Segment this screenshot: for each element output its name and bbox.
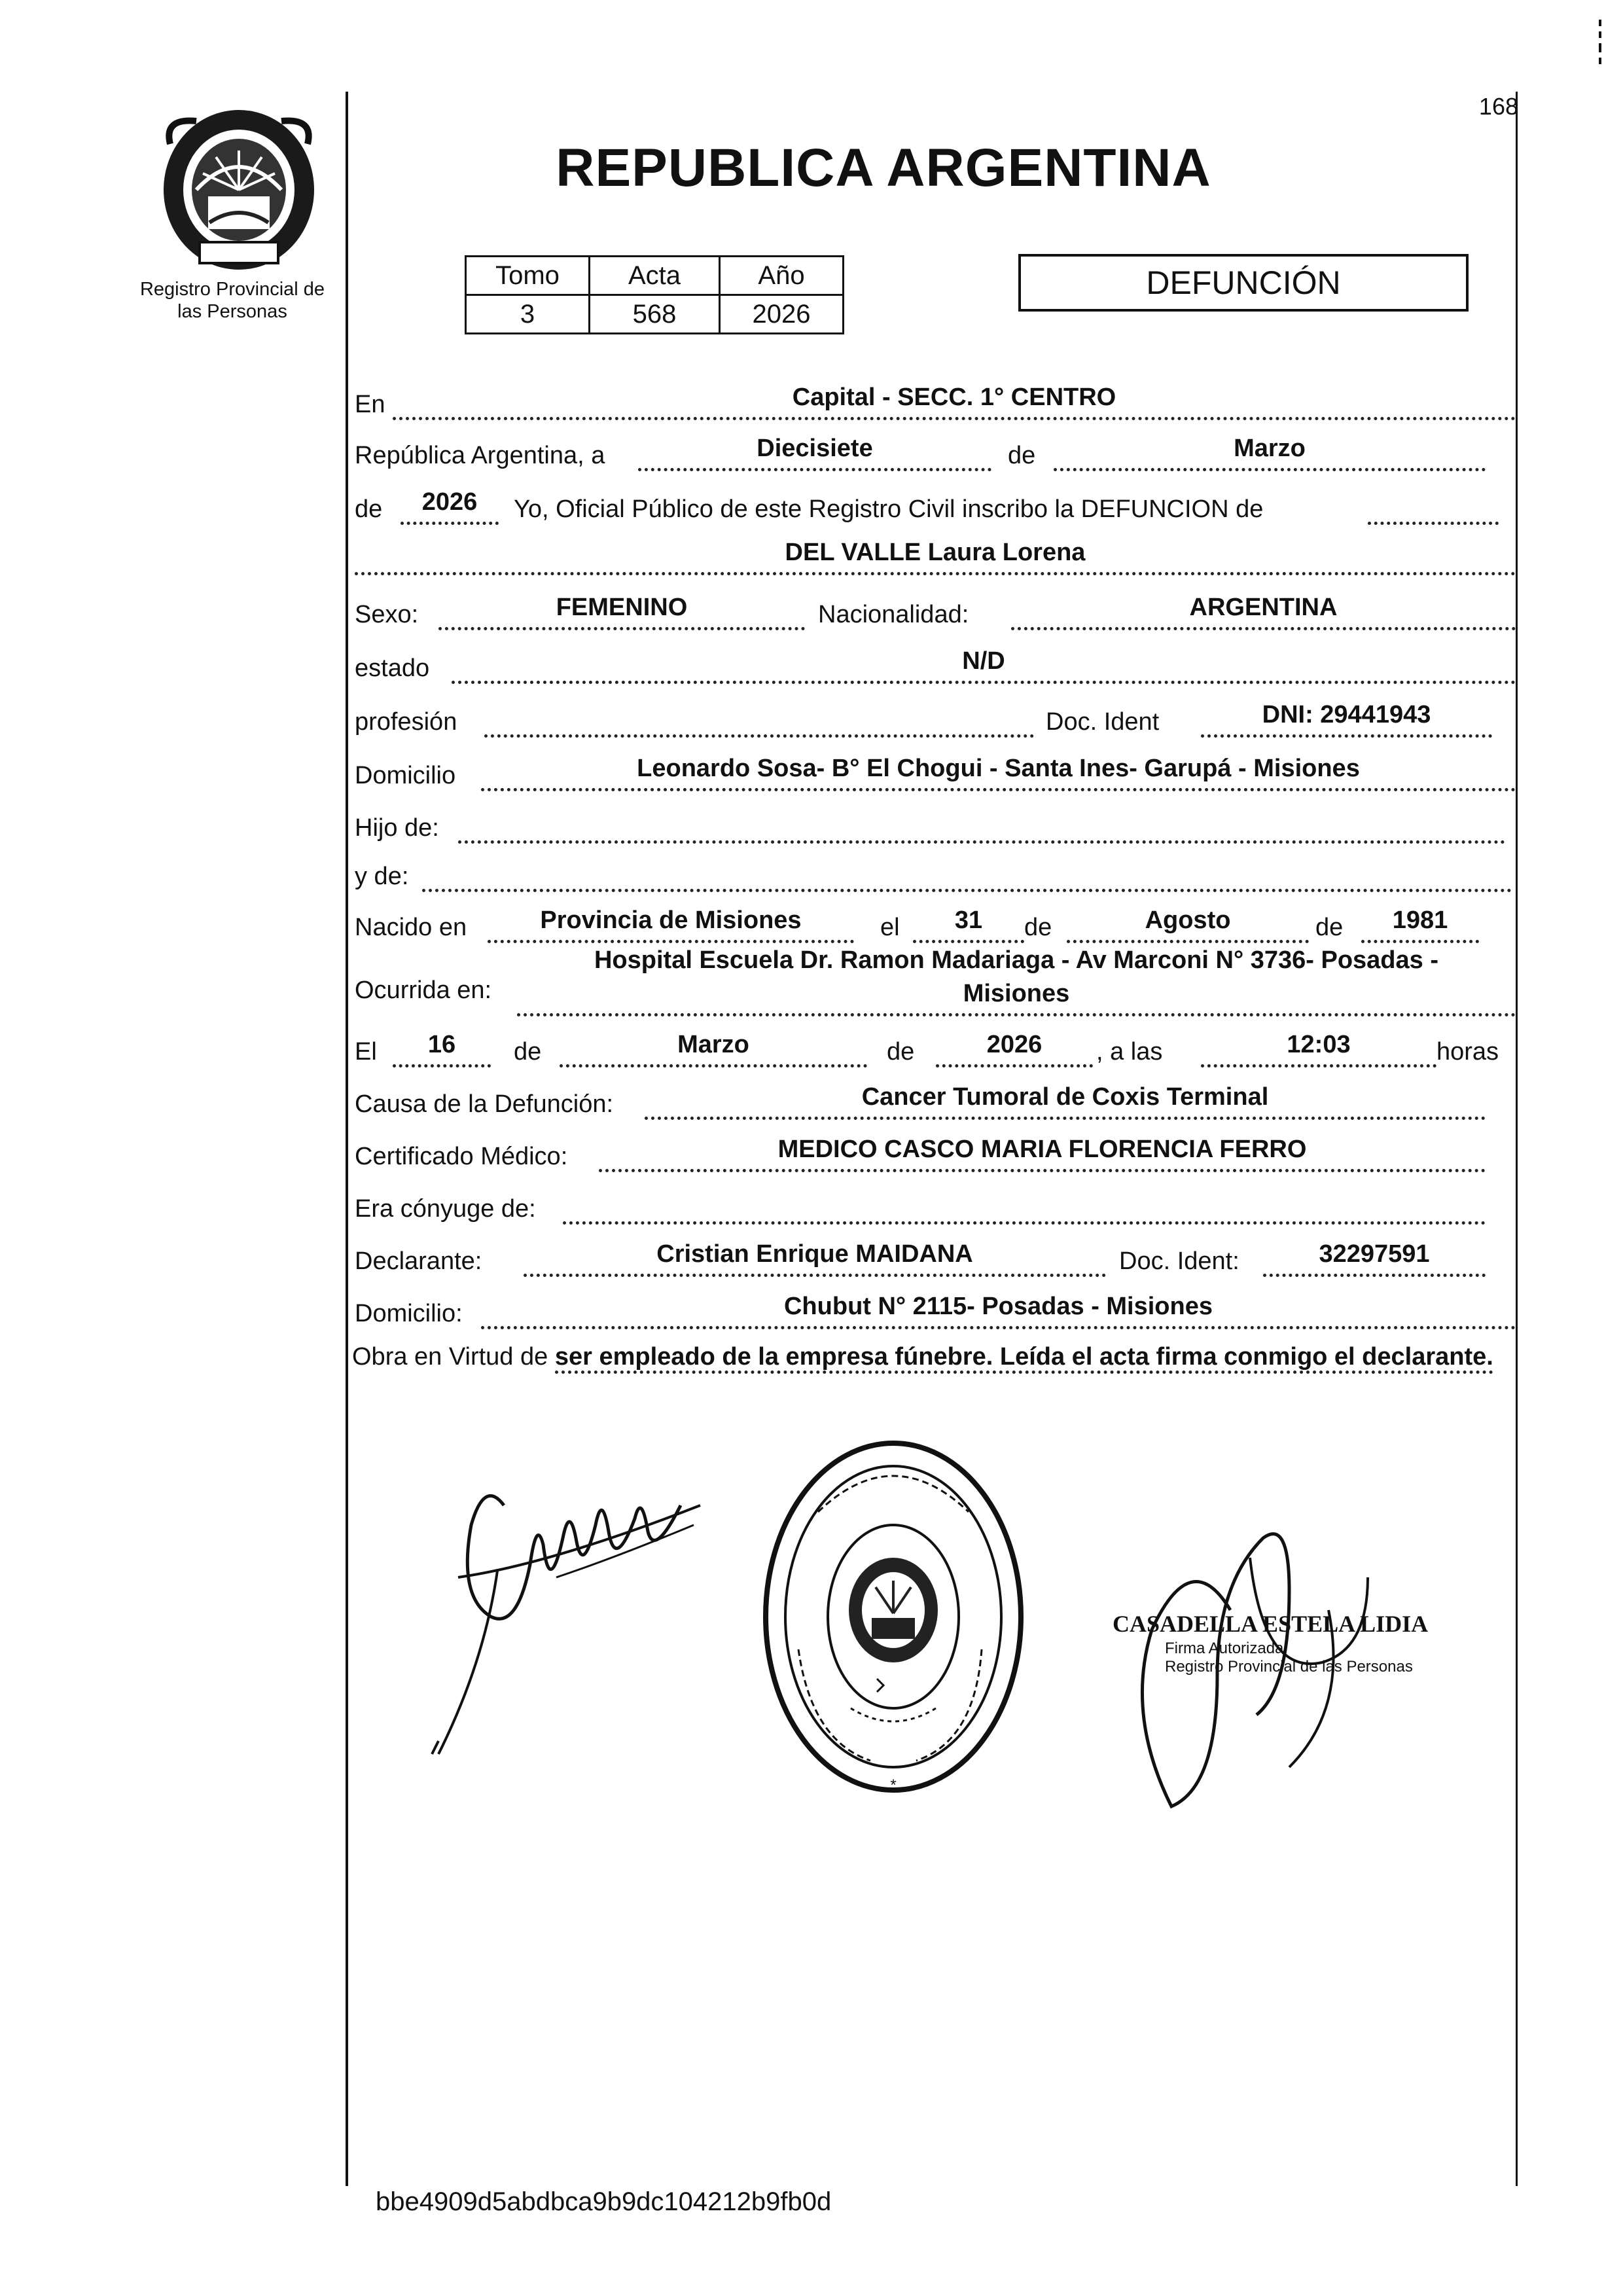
registry-caption-line2: las Personas	[177, 301, 287, 322]
field-doc-ident: DNI: 29441943	[1201, 700, 1492, 738]
acta-label: Acta	[590, 257, 720, 295]
field-dia: Diecisiete	[638, 434, 991, 471]
field-ocurrida-linea1: Hospital Escuela Dr. Ramon Madariaga - Av Marconi N° 3736- Posadas -	[594, 946, 1438, 974]
field-def-mes: Marzo	[560, 1030, 867, 1067]
field-causa: Cancer Tumoral de Coxis Terminal	[645, 1083, 1486, 1120]
label-de-4: de	[1315, 914, 1344, 941]
field-nacionalidad: ARGENTINA	[1011, 593, 1516, 630]
label-sexo: Sexo:	[355, 601, 419, 628]
right-margin-line	[1516, 92, 1518, 2186]
tomo-label: Tomo	[466, 257, 590, 295]
field-nombre: DEL VALLE Laura Lorena	[355, 538, 1516, 575]
signer-role-line2: Registro Provincial de las Personas	[1165, 1658, 1413, 1676]
label-a-las: , a las	[1096, 1038, 1163, 1066]
label-doc-ident-declarante: Doc. Ident:	[1119, 1247, 1240, 1275]
label-republica-a: República Argentina, a	[355, 442, 605, 469]
field-estado: N/D	[452, 647, 1516, 684]
label-de-1: de	[1008, 442, 1036, 469]
page-number: 168	[1478, 93, 1518, 120]
label-horas: horas	[1436, 1038, 1499, 1066]
acta-value: 568	[590, 295, 720, 334]
field-nac-anio: 1981	[1361, 906, 1479, 943]
signer-role	[1165, 1640, 1413, 1676]
label-declarante: Declarante:	[355, 1247, 482, 1275]
label-de-5: de	[514, 1038, 542, 1066]
tomo-value: 3	[466, 295, 590, 334]
label-yo-oficial: Yo, Oficial Público de este Registro Civil inscribo la DEFUNCION de	[514, 495, 1264, 523]
signer-name: CASADELLA ESTELA LIDIA	[1113, 1611, 1429, 1637]
scan-marks	[1597, 20, 1603, 65]
label-hijo-de: Hijo de:	[355, 814, 439, 842]
label-conyuge: Era cónyuge de:	[355, 1195, 536, 1223]
field-profesion	[484, 700, 1034, 738]
field-anio: 2026	[401, 488, 499, 525]
field-mes: Marzo	[1054, 434, 1486, 471]
label-de-2: de	[355, 495, 383, 523]
field-domicilio: Leonardo Sosa- B° El Chogui - Santa Ines- Garupá - Misiones	[481, 754, 1516, 791]
label-ocurrida-en: Ocurrida en:	[355, 977, 492, 1004]
registry-caption-line1: Registro Provincial de	[139, 279, 325, 300]
field-hijo-de	[458, 806, 1505, 844]
field-lugar: Capital - SECC. 1° CENTRO	[393, 383, 1516, 420]
label-de-3: de	[1024, 914, 1052, 941]
tomo-acta-anio-table	[465, 255, 844, 334]
field-sexo: FEMENINO	[438, 593, 805, 630]
field-conyuge	[563, 1187, 1486, 1225]
label-el-cap: El	[355, 1038, 377, 1066]
field-ocurrida-linea2: Misiones	[517, 979, 1516, 1016]
label-causa: Causa de la Defunción:	[355, 1090, 614, 1118]
label-en: En	[355, 391, 385, 418]
field-y-de	[422, 855, 1512, 892]
provincia-misiones-emblem-icon	[157, 105, 321, 275]
label-profesion: profesión	[355, 708, 457, 736]
svg-text:*: *	[890, 1776, 897, 1794]
field-obra-texto: ser empleado de la empresa fúnebre. Leída el acta firma conmigo el declarante.	[555, 1343, 1493, 1374]
label-y-de: y de:	[355, 863, 409, 890]
field-certificado: MEDICO CASCO MARIA FLORENCIA FERRO	[599, 1135, 1486, 1172]
field-nac-dia: 31	[913, 906, 1024, 943]
label-nacionalidad: Nacionalidad:	[818, 601, 969, 628]
label-de-6: de	[887, 1038, 915, 1066]
label-domicilio-declarante: Domicilio:	[355, 1300, 463, 1327]
signer-role-line1: Firma Autorizada	[1165, 1640, 1284, 1657]
anio-label: Año	[720, 257, 844, 295]
field-blank-1	[1368, 488, 1499, 525]
registry-official-stamp	[759, 1433, 1027, 1800]
anio-value: 2026	[720, 295, 844, 334]
field-def-anio: 2026	[936, 1030, 1093, 1067]
label-estado: estado	[355, 655, 430, 682]
label-obra-en-virtud: Obra en Virtud de	[352, 1343, 548, 1371]
field-declarante-domicilio: Chubut N° 2115- Posadas - Misiones	[481, 1292, 1516, 1329]
label-el: el	[880, 914, 900, 941]
field-declarante-doc: 32297591	[1263, 1240, 1486, 1277]
label-doc-ident: Doc. Ident	[1046, 708, 1160, 736]
declarant-signature	[419, 1466, 707, 1767]
field-declarante: Cristian Enrique MAIDANA	[524, 1240, 1106, 1277]
label-certificado: Certificado Médico:	[355, 1143, 568, 1170]
obra-en-virtud-paragraph	[352, 1338, 1517, 1375]
field-def-dia: 16	[393, 1030, 491, 1067]
registry-caption	[124, 278, 340, 323]
page-title: REPUBLICA ARGENTINA	[556, 138, 1211, 198]
field-nacido-en: Provincia de Misiones	[488, 906, 854, 943]
document-hash: bbe4909d5abdbca9b9dc104212b9fb0d	[376, 2187, 832, 2216]
document-type-box: DEFUNCIÓN	[1018, 254, 1469, 312]
label-nacido-en: Nacido en	[355, 914, 467, 941]
left-margin-line	[346, 92, 348, 2186]
label-domicilio: Domicilio	[355, 762, 456, 789]
field-def-hora: 12:03	[1201, 1030, 1436, 1067]
field-nac-mes: Agosto	[1067, 906, 1309, 943]
